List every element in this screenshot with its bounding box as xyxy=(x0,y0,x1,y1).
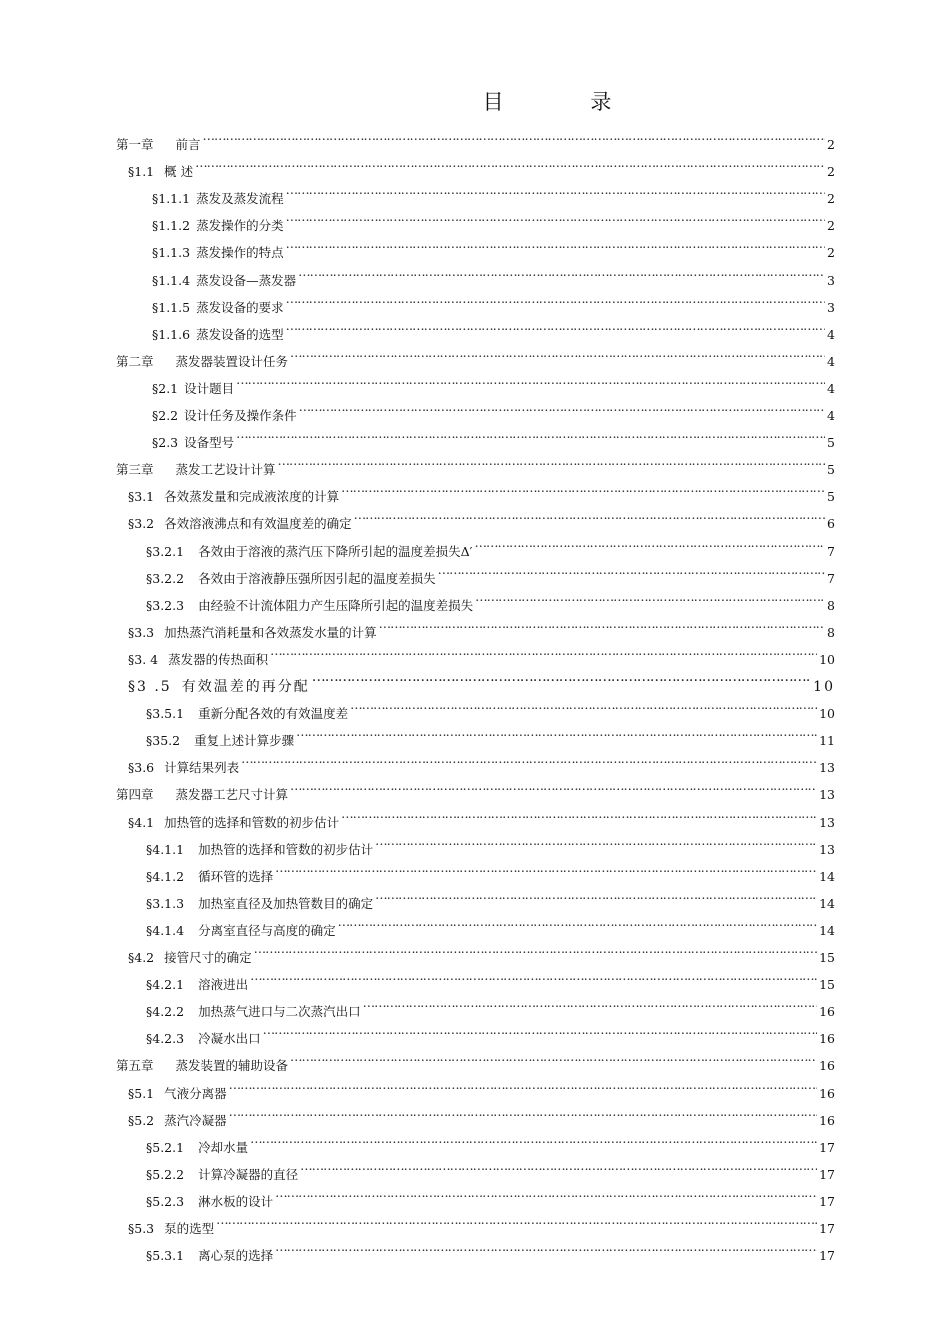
toc-entry-label: 设计题目 xyxy=(184,380,235,396)
toc-entry-page-number: 7 xyxy=(827,543,835,559)
toc-entry[interactable] xyxy=(146,691,835,722)
toc-entry-number: §1.1.1 xyxy=(152,191,191,207)
dot-leader xyxy=(241,745,817,772)
toc-entry-label: 蒸发器的传热面积 xyxy=(168,651,269,667)
dot-leader xyxy=(236,420,825,447)
toc-entry[interactable] xyxy=(146,881,835,911)
toc-entry-page-number: 2 xyxy=(827,191,835,207)
toc-entry-number: §3.5.1 xyxy=(146,706,185,722)
toc-entry[interactable] xyxy=(146,989,835,1020)
toc-entry-number: §4.2.1 xyxy=(146,977,185,993)
toc-entry[interactable] xyxy=(128,800,835,830)
dot-leader xyxy=(250,962,817,989)
toc-entry[interactable] xyxy=(146,556,835,586)
toc-entry-label: 蒸发操作的分类 xyxy=(196,218,284,234)
toc-entry-page-number: 10 xyxy=(813,679,835,695)
toc-entry-number: §1.1.6 xyxy=(152,326,191,342)
toc-entry-page-number: 14 xyxy=(819,868,835,884)
dot-leader xyxy=(338,908,818,935)
toc-entry[interactable] xyxy=(116,339,835,369)
toc-entry[interactable] xyxy=(152,230,835,261)
dot-leader xyxy=(286,230,825,257)
dot-leader xyxy=(254,935,817,962)
toc-entry[interactable] xyxy=(116,447,835,478)
toc-entry[interactable] xyxy=(128,935,835,965)
toc-entry[interactable] xyxy=(116,122,835,152)
dot-leader xyxy=(296,718,817,745)
dot-leader xyxy=(275,854,817,881)
toc-entry-page-number: 2 xyxy=(827,164,835,180)
dot-leader xyxy=(375,881,817,908)
toc-entry-label: 各效由于溶液静压强所因引起的温度差损失 xyxy=(198,570,436,586)
toc-entry-label: 溶液进出 xyxy=(198,977,249,993)
toc-entry-page-number: 5 xyxy=(827,462,835,478)
toc-entry-label: 蒸发设备的要求 xyxy=(196,299,284,315)
toc-entry-number: §5.2.1 xyxy=(146,1139,185,1155)
toc-entry-label: 加热管的选择和管数的初步估计 xyxy=(164,814,340,830)
toc-entry-label: 设备型号 xyxy=(184,435,235,451)
toc-entry[interactable] xyxy=(152,366,835,396)
toc-entry[interactable] xyxy=(146,962,835,993)
toc-entry-number: §5.2.2 xyxy=(146,1166,185,1182)
toc-entry-label: 有效温差的再分配 xyxy=(181,679,310,695)
toc-entry-label: 各效由于溶液的蒸汽压下降所引起的温度差损失Δ′ xyxy=(198,543,473,559)
toc-entry-page-number: 2 xyxy=(827,137,835,152)
dot-leader xyxy=(299,393,825,420)
toc-entry[interactable] xyxy=(128,610,835,640)
toc-entry-number: §3.3 xyxy=(128,624,155,640)
toc-entry-number: §3.2.1 xyxy=(146,543,185,559)
dot-leader xyxy=(203,122,826,149)
toc-entry-label: 加热蒸气进口与二次蒸汽出口 xyxy=(198,1004,361,1020)
toc-entry-page-number: 16 xyxy=(819,1031,835,1047)
toc-entry-label: 各效溶液沸点和有效温度差的确定 xyxy=(164,516,352,532)
toc-entry-number: §5.1 xyxy=(128,1085,155,1101)
toc-entry[interactable] xyxy=(146,908,835,938)
toc-entry[interactable] xyxy=(128,637,835,667)
toc-entry-page-number: 17 xyxy=(819,1221,835,1236)
toc-entry-page-number: 8 xyxy=(827,597,835,613)
dot-leader xyxy=(438,556,825,583)
toc-entry-page-number: 7 xyxy=(827,570,835,586)
toc-entry-label: 分离室直径与高度的确定 xyxy=(198,922,336,938)
toc-entry-number: 第二章 xyxy=(116,353,154,369)
toc-entry-number: §1.1 xyxy=(128,164,155,180)
toc-entry-label: 蒸发设备—蒸发器 xyxy=(196,272,297,288)
toc-entry-page-number: 4 xyxy=(827,353,835,369)
toc-entry-number: §3.2.2 xyxy=(146,570,185,586)
dot-leader xyxy=(270,637,817,664)
toc-entry-page-number: 14 xyxy=(819,895,835,911)
dot-leader xyxy=(195,149,825,176)
dot-leader xyxy=(250,1125,817,1152)
toc-entry-page-number: 4 xyxy=(827,380,835,396)
toc-entry-label: 概 述 xyxy=(164,164,194,180)
dot-leader xyxy=(341,800,817,827)
toc-entry-page-number: 8 xyxy=(827,624,835,640)
toc-entry-label: 加热管的选择和管数的初步估计 xyxy=(198,841,374,857)
toc-entry[interactable] xyxy=(146,827,835,857)
toc-entry[interactable] xyxy=(146,1179,835,1209)
toc-entry-number: §3.1.3 xyxy=(146,895,185,911)
toc-entry[interactable] xyxy=(128,664,835,695)
toc-entry-label: 设计任务及操作条件 xyxy=(184,408,297,423)
toc-entry-label: 前言 xyxy=(175,137,201,152)
toc-entry[interactable] xyxy=(128,149,835,180)
dot-leader xyxy=(363,989,818,1016)
dot-leader xyxy=(236,366,825,393)
toc-entry[interactable] xyxy=(128,1098,835,1128)
toc-entry[interactable] xyxy=(152,285,835,315)
toc-entry[interactable] xyxy=(152,312,835,342)
toc-entry-page-number: 16 xyxy=(819,1085,835,1101)
toc-entry[interactable] xyxy=(146,1016,835,1047)
toc-entry-label: 蒸发及蒸发流程 xyxy=(196,191,284,207)
dot-leader xyxy=(379,610,825,637)
toc-entry-label: 加热蒸汽消耗量和各效蒸发水量的计算 xyxy=(164,624,377,640)
toc-entry-label: 蒸发装置的辅助设备 xyxy=(175,1058,289,1074)
toc-entry-number: §4.1 xyxy=(128,814,155,830)
dot-leader xyxy=(275,1179,817,1206)
toc-entry-label: 蒸发工艺设计计算 xyxy=(175,462,276,478)
dot-leader xyxy=(300,1152,817,1179)
toc-entry-page-number: 10 xyxy=(819,651,835,667)
toc-entry-label: 离心泵的选择 xyxy=(198,1248,274,1264)
dot-leader xyxy=(298,258,825,285)
toc-entry[interactable] xyxy=(146,1233,835,1264)
toc-entry-label: 接管尺寸的确定 xyxy=(164,950,252,965)
dot-leader xyxy=(354,501,825,528)
toc-entry-number: §4.1.1 xyxy=(146,841,185,857)
toc-entry[interactable] xyxy=(128,501,835,532)
toc-entry-label: 蒸发设备的选型 xyxy=(196,326,284,342)
toc-entry[interactable] xyxy=(128,1071,835,1101)
toc-entry-label: 加热室直径及加热管数目的确定 xyxy=(198,895,374,911)
toc-entry-page-number: 15 xyxy=(819,950,835,965)
toc-entry-page-number: 13 xyxy=(819,814,835,830)
toc-entry-number: 第三章 xyxy=(116,462,154,478)
toc-entry-number: §4.2.2 xyxy=(146,1004,185,1020)
toc-entry[interactable] xyxy=(146,718,835,749)
toc-entry-number: §1.1.5 xyxy=(152,299,191,315)
toc-entry-number: §5.2.3 xyxy=(146,1193,185,1209)
toc-entry-page-number: 13 xyxy=(819,760,835,776)
dot-leader xyxy=(474,529,825,556)
toc-entry-page-number: 5 xyxy=(827,435,835,451)
toc-entry[interactable] xyxy=(116,772,835,803)
toc-entry-number: §3.2.3 xyxy=(146,597,185,613)
toc-entry-number: 第四章 xyxy=(116,787,154,803)
toc-entry-page-number: 13 xyxy=(819,841,835,857)
toc-entry[interactable] xyxy=(146,854,835,884)
toc-entry-number: §2.1 xyxy=(152,380,179,396)
toc-entry-page-number: 17 xyxy=(819,1166,835,1182)
toc-entry-page-number: 17 xyxy=(819,1248,835,1264)
toc-entry-page-number: 3 xyxy=(827,299,835,315)
toc-entry-label: 淋水板的设计 xyxy=(198,1193,274,1209)
toc-entry-number: §3 .5 xyxy=(128,679,172,695)
dot-leader xyxy=(229,1071,817,1098)
page-title: 目 录 xyxy=(482,90,652,114)
toc-entry-label: 计算结果列表 xyxy=(164,760,240,776)
toc-entry-number: §3.2 xyxy=(128,516,155,532)
dot-leader xyxy=(290,339,825,366)
toc-entry[interactable] xyxy=(116,1043,835,1074)
toc-entry-number: 第五章 xyxy=(116,1058,154,1074)
toc-entry-number: §2.2 xyxy=(152,408,179,423)
toc-entry[interactable] xyxy=(152,420,835,451)
toc-entry-page-number: 16 xyxy=(819,1112,835,1128)
toc-entry-number: §1.1.4 xyxy=(152,272,191,288)
toc-entry-page-number: 17 xyxy=(819,1139,835,1155)
toc-entry-number: §3.1 xyxy=(128,489,155,505)
dot-leader xyxy=(286,203,825,230)
toc-entry[interactable] xyxy=(152,393,835,423)
toc-entry-page-number: 10 xyxy=(819,706,835,722)
toc-entry[interactable] xyxy=(146,583,835,613)
toc-entry-label: 各效蒸发量和完成液浓度的计算 xyxy=(164,489,340,505)
toc-entry-number: §3.6 xyxy=(128,760,155,776)
toc-entry-number: §4.1.4 xyxy=(146,922,185,938)
toc-entry-label: 冷却水量 xyxy=(198,1139,249,1155)
toc-entry-label: 泵的选型 xyxy=(164,1221,215,1236)
dot-leader xyxy=(350,691,817,718)
toc-entry[interactable] xyxy=(128,745,835,776)
toc-entry[interactable] xyxy=(152,176,835,207)
toc-entry-label: 蒸汽冷凝器 xyxy=(164,1112,227,1128)
toc-entry-number: §1.1.3 xyxy=(152,245,191,261)
dot-leader xyxy=(290,772,817,799)
toc-entry-label: 计算冷凝器的直径 xyxy=(198,1166,299,1182)
toc-entry-label: 由经验不计流体阻力产生压降所引起的温度差损失 xyxy=(198,597,474,613)
toc-entry-label: 蒸发器工艺尺寸计算 xyxy=(175,787,289,803)
toc-entry-page-number: 16 xyxy=(819,1004,835,1020)
toc-entry-label: 循环管的选择 xyxy=(198,868,274,884)
toc-entry-label: 蒸发器装置设计任务 xyxy=(175,353,289,369)
toc-entry-number: §5.3.1 xyxy=(146,1248,185,1264)
toc-entry-number: §2.3 xyxy=(152,435,179,451)
toc-entry-number: §4.2.3 xyxy=(146,1031,185,1047)
toc-entry-page-number: 4 xyxy=(827,408,835,423)
dot-leader xyxy=(286,176,825,203)
dot-leader xyxy=(475,583,825,610)
dot-leader xyxy=(341,474,825,501)
toc-entry-page-number: 3 xyxy=(827,272,835,288)
toc-entry[interactable] xyxy=(146,1152,835,1182)
toc-entry-page-number: 16 xyxy=(819,1058,835,1074)
toc-entry-page-number: 15 xyxy=(819,977,835,993)
toc-entry-page-number: 11 xyxy=(819,733,835,749)
toc-entry-number: §5.3 xyxy=(128,1221,155,1236)
toc-entry-number: §35.2 xyxy=(146,733,181,749)
toc-entry-page-number: 17 xyxy=(819,1193,835,1209)
toc-entry-number: 第一章 xyxy=(116,137,154,152)
toc-entry-page-number: 6 xyxy=(827,516,835,532)
dot-leader xyxy=(263,1016,818,1043)
toc-entry[interactable] xyxy=(146,1125,835,1155)
toc-entry-page-number: 2 xyxy=(827,245,835,261)
toc-entry-page-number: 4 xyxy=(827,326,835,342)
toc-entry-number: §4.1.2 xyxy=(146,868,185,884)
dot-leader xyxy=(229,1098,817,1125)
toc-entry-label: 冷凝水出口 xyxy=(198,1031,261,1047)
toc-entry-number: §1.1.2 xyxy=(152,218,191,234)
toc-entry[interactable] xyxy=(128,1206,835,1236)
toc-entry[interactable] xyxy=(152,203,835,234)
dot-leader xyxy=(375,827,817,854)
dot-leader xyxy=(286,285,825,312)
toc-entry[interactable] xyxy=(128,474,835,505)
toc-entry-number: §4.2 xyxy=(128,950,155,965)
toc-entry-label: 气液分离器 xyxy=(164,1085,227,1101)
toc-entry-page-number: 2 xyxy=(827,218,835,234)
dot-leader xyxy=(286,312,825,339)
toc-entry-number: §3. 4 xyxy=(128,651,159,667)
dot-leader xyxy=(278,447,826,474)
toc-entry[interactable] xyxy=(146,529,835,559)
toc-entry-label: 蒸发操作的特点 xyxy=(196,245,284,261)
dot-leader xyxy=(290,1043,817,1070)
toc-entry-number: §5.2 xyxy=(128,1112,155,1128)
toc-entry-page-number: 5 xyxy=(827,489,835,505)
toc-entry-page-number: 14 xyxy=(819,922,835,938)
dot-leader xyxy=(216,1206,817,1233)
toc-entry-label: 重复上述计算步骤 xyxy=(194,733,295,749)
dot-leader xyxy=(312,664,811,691)
toc-entry-page-number: 13 xyxy=(819,787,835,803)
toc-entry-label: 重新分配各效的有效温度差 xyxy=(198,706,349,722)
dot-leader xyxy=(275,1233,817,1260)
toc-entry[interactable] xyxy=(152,258,835,288)
